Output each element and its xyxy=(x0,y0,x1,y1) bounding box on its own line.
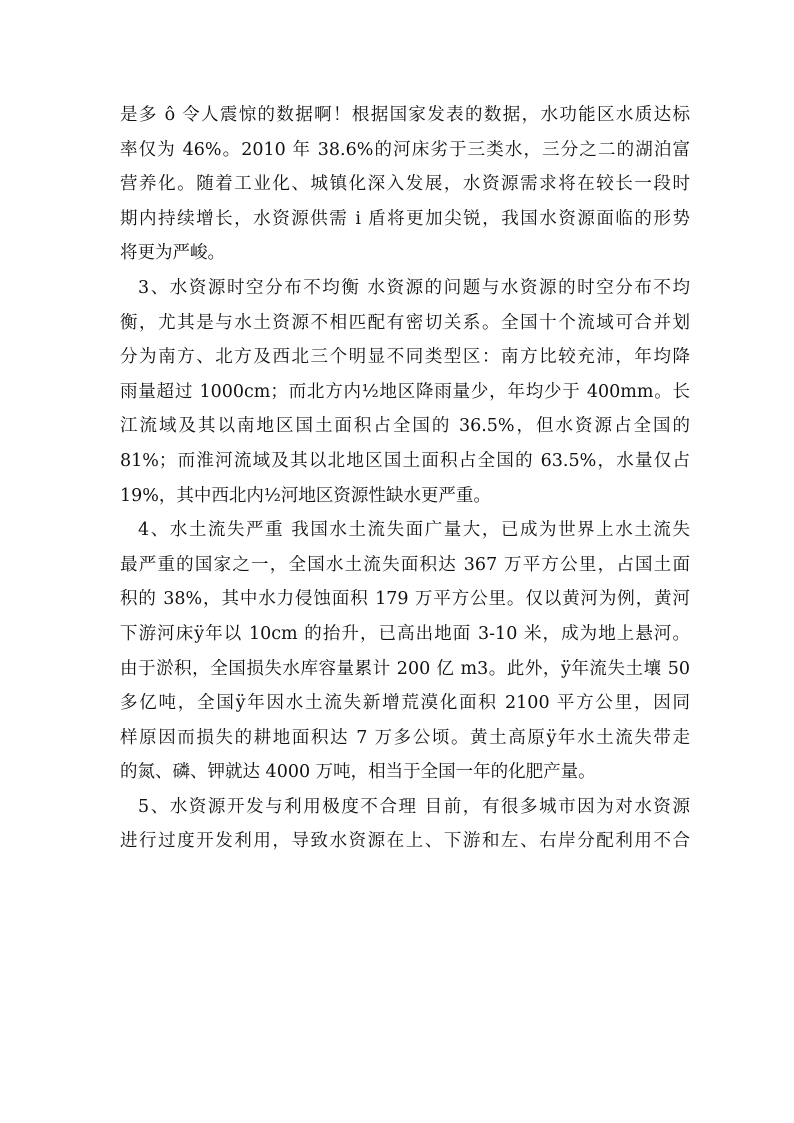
text-line: 是多 ô 令人震惊的数据啊！根据国家发表的数据，水功能区水质达标 xyxy=(120,105,690,125)
text-line: 样原因而损失的耕地面积达 7 万多公顷。黄土高原ÿ年水土流失带走 xyxy=(120,727,690,748)
paragraph-overdevelopment xyxy=(120,790,690,859)
paragraph-uneven-distribution xyxy=(120,271,690,513)
text-line: 由于淤积，全国损失水库容量累计 200 亿 m3。此外，ÿ年流失土壤 50 xyxy=(120,658,690,679)
document-body xyxy=(120,98,690,859)
text-line: 期内持续增长，水资源供需 i 盾将更加尖锐，我国水资源面临的形势 xyxy=(120,208,690,229)
text-line: 最严重的国家之一，全国水土流失面积达 367 万平方公里，占国土面 xyxy=(120,554,690,575)
paragraph-water-quality xyxy=(120,98,690,271)
text-line: 率仅为 46%。2010 年 38.6%的河床劣于三类水，三分之二的湖泊富 xyxy=(120,139,690,160)
text-line: 积的 38%，其中水力侵蚀面积 179 万平方公里。仅以黄河为例，黄河 xyxy=(120,589,690,610)
text-line: 分为南方、北方及西北三个明显不同类型区：南方比较充沛，年均降 xyxy=(120,347,690,368)
text-line: 雨量超过 1000cm；而北方内½地区降雨量少，年均少于 400mm。长 xyxy=(120,381,690,402)
text-line: 进行过度开发利用，导致水资源在上、下游和左、右岸分配利用不合 xyxy=(120,831,690,852)
text-line: 江流域及其以南地区国土面积占全国的 36.5%，但水资源占全国的 xyxy=(120,416,690,437)
text-line: 3、水资源时空分布不均衡 水资源的问题与水资源的时空分布不均 xyxy=(138,277,690,298)
text-line: 5、水资源开发与利用极度不合理 目前，有很多城市因为对水资源 xyxy=(138,796,690,817)
text-line: 81%；而淮河流域及其以北地区国土面积占全国的 63.5%，水量仅占 xyxy=(120,450,690,471)
text-line: 4、水土流失严重 我国水土流失面广量大，已成为世界上水土流失 xyxy=(138,520,690,541)
paragraph-soil-erosion xyxy=(120,513,690,790)
text-line: 的氮、磷、钾就达 4000 万吨，相当于全国一年的化肥产量。 xyxy=(120,762,596,783)
text-line: 多亿吨，全国ÿ年因水土流失新增荒漠化面积 2100 平方公里，因同 xyxy=(120,693,690,714)
text-line: 19%，其中西北内½河地区资源性缺水更严重。 xyxy=(120,485,491,506)
text-line: 营养化。随着工业化、城镇化深入发展，水资源需求将在较长一段时 xyxy=(120,174,690,195)
text-line: 下游河床ÿ年以 10cm 的抬升，已高出地面 3-10 米，成为地上悬河。 xyxy=(120,623,690,644)
text-line: 将更为严峻。 xyxy=(120,243,225,264)
text-line: 衡，尤其是与水土资源不相匹配有密切关系。全国十个流域可合并划 xyxy=(120,312,690,333)
